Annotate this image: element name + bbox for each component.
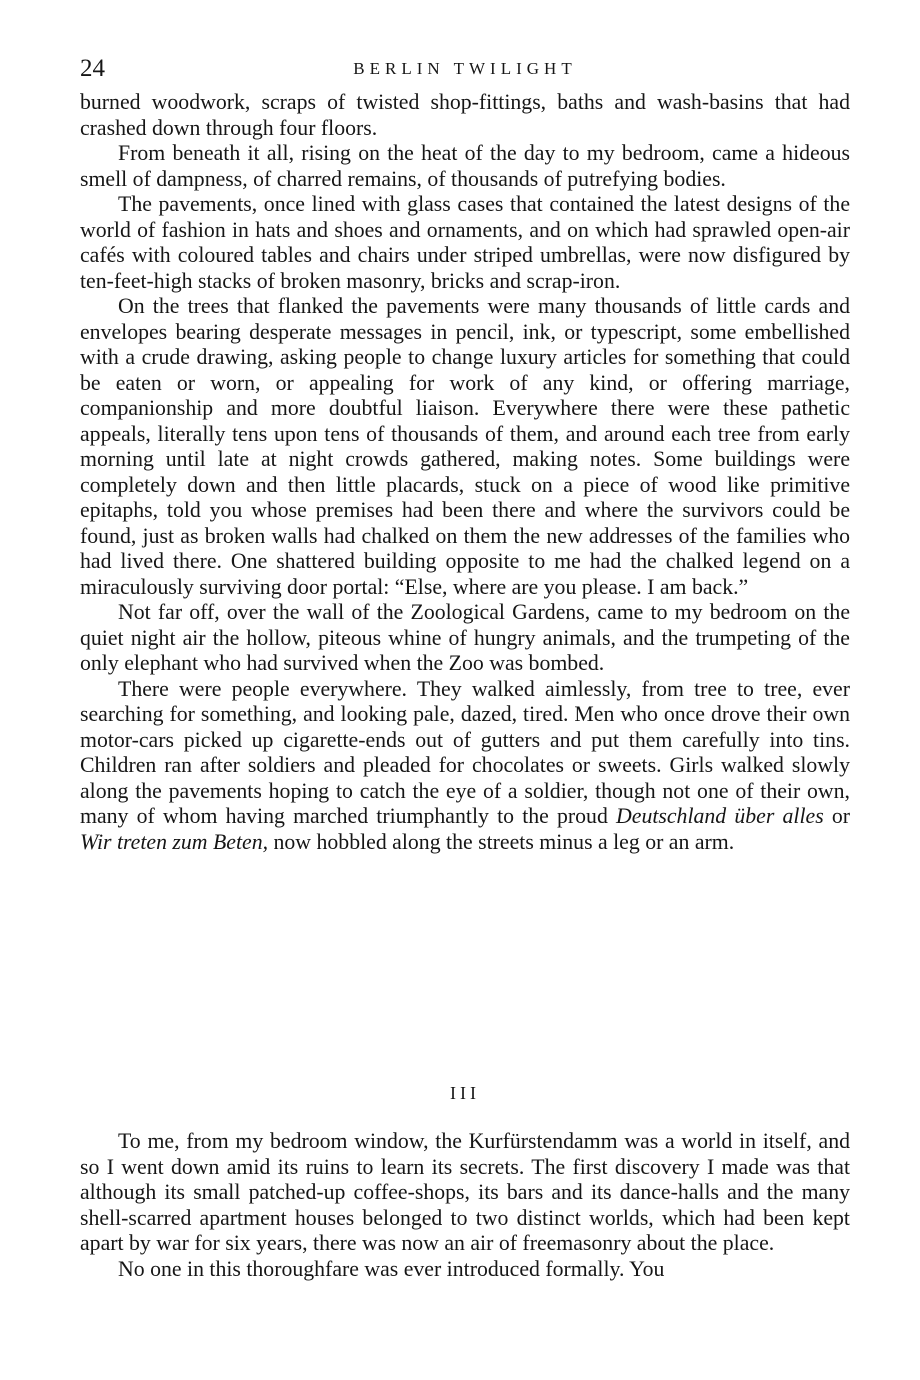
paragraph: To me, from my bedroom window, the Kurfürstendamm was a world in itself, and so I went down amid its ruins to learn its secrets. The first discovery I made was that although its small patched-up coffee-shops, its bars and its dance-halls and the many shell-scarred apartment houses belonged to two distinct worlds, which had been kept apart by war for six years, there was now an air of freemasonry about the place.	[80, 1129, 850, 1255]
section-heading: III	[450, 1083, 480, 1103]
running-title: BERLIN TWILIGHT	[353, 59, 577, 78]
section-body-text	[80, 1129, 850, 1282]
page-number: 24	[80, 55, 105, 82]
paragraph: The pavements, once lined with glass cases that contained the latest designs of the world of fashion in hats and shoes and ornaments, and on which had sprawled open-air cafés with coloured tables and chairs under striped umbrellas, were now disfigured by ten-feet-high stacks of broken masonry, bricks and scrap-iron.	[80, 192, 850, 293]
paragraph-continued: burned woodwork, scraps of twisted shop-fittings, baths and wash-basins that had crashed down through four floors.	[80, 90, 850, 140]
body-text	[80, 90, 850, 855]
paragraph-people-everywhere	[80, 677, 850, 856]
page-header	[80, 52, 850, 86]
paragraph: On the trees that flanked the pavements were many thousands of little cards and envelopes bearing desperate messages in pencil, ink, or typescript, some embellished with a crude drawing, asking people to change luxury articles for something that could be eaten or worn, or appealing for work of any kind, or offering marriage, companionship and more doubtful liaison. Everywhere there were these pathetic appeals, literally tens upon tens of thousands of them, and around each tree from early morning until late at night crowds gathered, making notes. Some buildings were completely down and then little placards, stuck on a piece of wood like primitive epitaphs, told you whose premises had been there and where the survivors could be found, just as broken walls had chalked on them the new addresses of the families who had lived there. One shattered building opposite to me had the chalked legend on a miraculously surviving door portal: “Else, where are you please. I am back.”	[80, 294, 850, 599]
paragraph: Not far off, over the wall of the Zoological Gardens, came to my bedroom on the quiet night air the hollow, piteous whine of hungry animals, and the trumpeting of the only elephant who had survived when the Zoo was bombed.	[80, 600, 850, 675]
paragraph-text: now hobbled along the streets minus a leg or an arm.	[268, 829, 735, 854]
paragraph-text: There were people everywhere. They walked aimlessly, from tree to tree, ever searching for something, and looking pale, dazed, tired. Men who once drove their own motor-cars picked up cigarette-ends out of gutters and put them carefully into tins. Children ran after soldiers and pleaded for chocolates or sweets. Girls walked slowly along the pavements hoping to catch the eye of a soldier, though not one of their own, many of whom having marched triumphantly to the proud	[80, 676, 850, 828]
italic-song-title: Wir treten zum Beten,	[80, 829, 269, 854]
paragraph: No one in this thoroughfare was ever introduced formally. You	[118, 1256, 665, 1281]
paragraph: From beneath it all, rising on the heat of the day to my bedroom, came a hideous smell of dampness, of charred remains, of thousands of putrefying bodies.	[80, 141, 850, 191]
paragraph-text: or	[823, 804, 851, 828]
italic-song-title: Deutschland über alles	[616, 804, 824, 828]
